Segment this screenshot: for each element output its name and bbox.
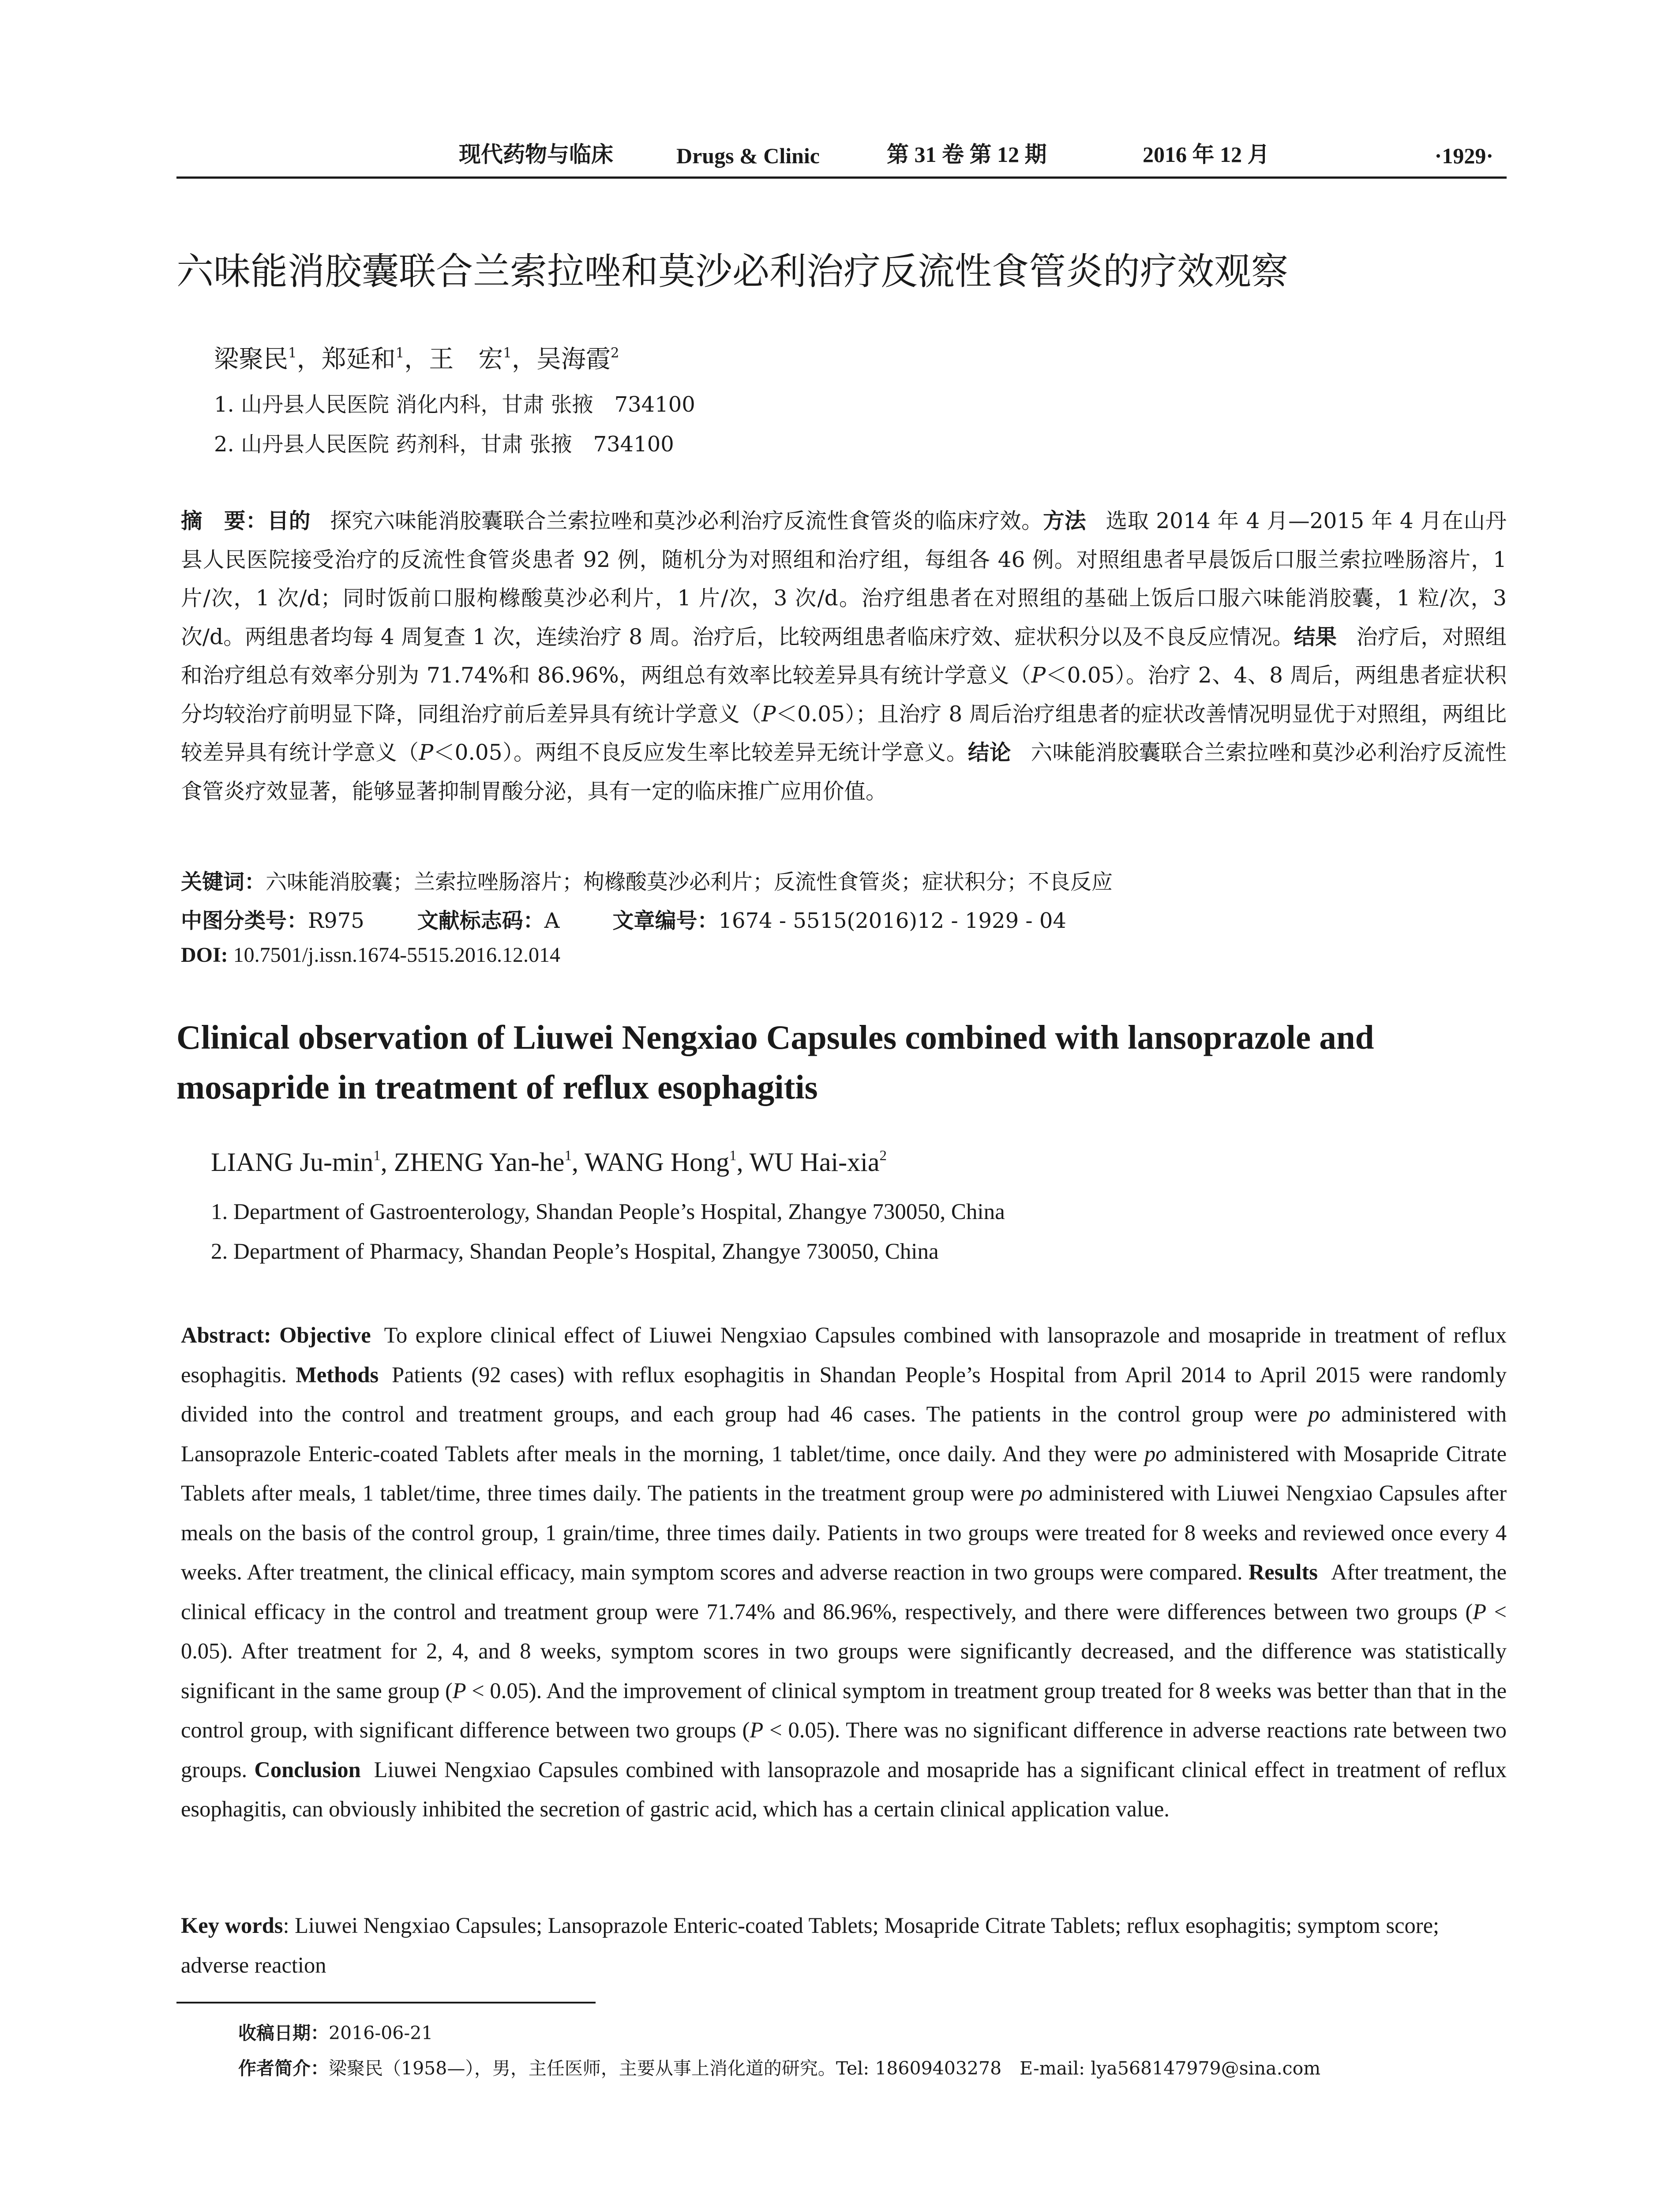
- results-text: ). After treatment for 2, 4, and 8 weeks, symptom scores in two groups were significantly decreased, and the difference was statistically significant in the same group (: [181, 1639, 1507, 1703]
- volume-issue: 第 31 卷 第 12 期: [887, 142, 1047, 167]
- methods-label: 方法: [1043, 509, 1087, 533]
- author-aff: 1: [564, 1148, 572, 1164]
- p-symbol: P: [452, 1678, 466, 1703]
- methods-text: administered with Mosapride Citrate Tablets after meals, 1 tablet/time, three times daily. The patients in the treatment group were: [181, 1441, 1507, 1505]
- objective-text: 探究六味能消胶囊联合兰索拉唑和莫沙必利治疗反流性食管炎的临床疗效。: [330, 509, 1043, 533]
- abstract-label: 摘 要：: [181, 509, 267, 533]
- results-label: Results: [1248, 1560, 1318, 1584]
- p-symbol: P: [1473, 1599, 1486, 1624]
- author-aff: 1: [288, 345, 297, 361]
- p-value: < 0.05: [181, 1599, 1507, 1663]
- results-text: ）。治疗 2、4、8 周后，两组患者症状积分均较治疗前明显下降，同组治疗前后差异具有统计学意义（: [181, 663, 1507, 727]
- title-cn: 六味能消胶囊联合兰索拉唑和莫沙必利治疗反流性食管炎的疗效观察: [176, 250, 1289, 293]
- doi-label: DOI:: [181, 943, 228, 967]
- results-text: ). And the improvement of clinical symptom in treatment group treated for 8 weeks was better than that in the control group, with significant difference between two groups (: [181, 1678, 1507, 1742]
- affiliation-en-2: 2. Department of Pharmacy, Shandan People’s Hospital, Zhangye 730050, China: [211, 1239, 939, 1264]
- objective-label: Objective: [279, 1323, 371, 1347]
- doi-line: [181, 943, 560, 967]
- conclusion-text: 六味能消胶囊联合兰索拉唑和莫沙必利治疗反流性食管炎疗效显著，能够显著抑制胃酸分泌，具有一定的临床推广应用价值。: [181, 740, 1507, 804]
- authors-cn: [214, 340, 619, 375]
- p-value: ＜0.05: [433, 740, 502, 765]
- p-value: < 0.05: [763, 1718, 827, 1742]
- author-name: ZHENG Yan-he: [394, 1148, 565, 1177]
- keywords-label: 关键词：: [181, 870, 266, 894]
- author-bio-label: 作者简介：: [238, 2058, 329, 2079]
- p-symbol: P: [419, 740, 434, 765]
- authors-en: [211, 1147, 887, 1178]
- author-aff: 1: [503, 345, 512, 361]
- author-name: 王 宏: [429, 345, 503, 374]
- header-rule: [176, 176, 1507, 179]
- objective-label: 目的: [267, 509, 311, 533]
- objective-text: To explore clinical effect of Liuwei Nengxiao Capsules combined with lansoprazole and mosapride in treatment of reflux esophagitis.: [181, 1323, 1507, 1387]
- keywords-text: 六味能消胶囊；兰索拉唑肠溶片；枸橼酸莫沙必利片；反流性食管炎；症状积分；不良反应: [266, 870, 1113, 894]
- keywords-en: [181, 1906, 1507, 1985]
- clc-label: 中图分类号：: [181, 908, 308, 933]
- results-text: ）；且治疗 8 周后治疗组患者的症状改善情况明显优于对照组，两组比较差异具有统计学意义（: [181, 702, 1507, 765]
- page-number: ·1929·: [1434, 143, 1493, 168]
- conclusion-label: Conclusion: [254, 1757, 361, 1782]
- abstract-cn: [181, 502, 1507, 811]
- author-aff: 1: [729, 1148, 737, 1164]
- results-text: ). There was no significant difference in adverse reactions rate between two groups.: [181, 1718, 1507, 1782]
- footnote-rule: [176, 2002, 596, 2003]
- author-separator: ,: [380, 1148, 394, 1177]
- classification-line: [181, 904, 1066, 934]
- methods-text: Patients (92 cases) with reflux esophagitis in Shandan People’s Hospital from April 2014 to April 2015 were randomly divided into the control and treatment groups, and each group had 46 cases. The patients in the control group were: [181, 1362, 1507, 1426]
- issue-date: 2016 年 12 月: [1143, 142, 1270, 167]
- journal-name-en: Drugs & Clinic: [676, 143, 820, 168]
- affiliation-cn-2: 2. 山丹县人民医院 药剂科，甘肃 张掖 734100: [214, 432, 674, 457]
- po-abbrev: po: [1144, 1441, 1167, 1466]
- author-aff: 1: [373, 1148, 381, 1164]
- keywords-text: : Liuwei Nengxiao Capsules; Lansoprazole Enteric-coated Tablets; Mosapride Citrate Tablets; reflux esophagitis; symptom score; adverse reaction: [181, 1913, 1440, 1977]
- results-text: 治疗后，对照组和治疗组总有效率分别为 71.74%和 86.96%，两组总有效率比较差异具有统计学意义（: [181, 624, 1507, 688]
- article-no-label: 文章编号：: [612, 908, 719, 933]
- p-symbol: P: [750, 1718, 764, 1742]
- p-value: ＜0.05: [1046, 663, 1115, 688]
- abstract-en: [181, 1316, 1507, 1829]
- author-name: WU Hai-xia: [749, 1148, 880, 1177]
- author-aff: 2: [879, 1148, 887, 1164]
- author-separator: ，: [296, 345, 322, 374]
- received-date: 2016-06-21: [329, 2022, 433, 2044]
- author-aff: 1: [395, 345, 405, 361]
- author-separator: ，: [404, 345, 429, 374]
- p-symbol: P: [1031, 663, 1046, 688]
- p-value: < 0.05: [466, 1678, 529, 1703]
- author-name: LIANG Ju-min: [211, 1148, 374, 1177]
- conclusion-label: 结论: [968, 740, 1011, 765]
- keywords-label: Key words: [181, 1913, 283, 1938]
- author-name: 梁聚民: [214, 345, 288, 374]
- keywords-cn: [181, 865, 1113, 895]
- clc-value: R975: [308, 908, 364, 933]
- received-label: 收稿日期：: [238, 2022, 329, 2044]
- title-en: Clinical observation of Liuwei Nengxiao Capsules combined with lansoprazole and mosapride in treatment of reflux esophagitis: [176, 1018, 1374, 1106]
- author-separator: ，: [511, 345, 536, 374]
- affiliation-cn-1: 1. 山丹县人民医院 消化内科，甘肃 张掖 734100: [214, 392, 695, 417]
- doc-code-label: 文献标志码：: [417, 908, 544, 933]
- methods-text: 选取 2014 年 4 月—2015 年 4 月在山丹县人民医院接受治疗的反流性食管炎患者 92 例，随机分为对照组和治疗组，每组各 46 例。对照组患者早晨饭后口服兰索拉唑肠溶片，1 片/次，1 次/d；同时饭前口服枸橼酸莫沙必利片，1 片/次，3 次/d。治疗组患者在对照组的基础上饭后口服六味能消胶囊，1 粒/次，3 次/d。两组患者均每 4 周复查 1 次，连续治疗 8 周。治疗后，比较两组患者临床疗效、症状积分以及不良反应情况。: [181, 509, 1507, 649]
- p-symbol: P: [761, 702, 776, 727]
- author-name: WANG Hong: [584, 1148, 730, 1177]
- po-abbrev: po: [1020, 1481, 1043, 1505]
- abstract-label: Abstract:: [181, 1323, 271, 1347]
- results-label: 结果: [1294, 624, 1337, 649]
- conclusion-text: Liuwei Nengxiao Capsules combined with lansoprazole and mosapride has a significant clinical effect in treatment of reflux esophagitis, can obviously inhibited the secretion of gastric acid, which has a certain clinical application value.: [181, 1757, 1507, 1821]
- footnote-received: [238, 2018, 433, 2045]
- author-name: 吴海霞: [536, 345, 611, 374]
- journal-name-cn: 现代药物与临床: [459, 142, 613, 167]
- author-aff: 2: [610, 345, 619, 361]
- affiliation-en-1: 1. Department of Gastroenterology, Shandan People’s Hospital, Zhangye 730050, China: [211, 1200, 1005, 1224]
- footnote-author: [238, 2054, 1320, 2080]
- author-bio: 梁聚民（1958—），男，主任医师，主要从事上消化道的研究。Tel: 18609403278 E-mail: lya568147979@sina.com: [329, 2058, 1321, 2079]
- doc-code-value: A: [544, 908, 560, 933]
- author-name: 郑延和: [321, 345, 396, 374]
- author-separator: ,: [736, 1148, 750, 1177]
- methods-text: administered with Liuwei Nengxiao Capsules after meals on the basis of the control group, 1 grain/time, three times daily. Patients in two groups were treated for 8 weeks and reviewed once every 4 weeks. After treatment, the clinical efficacy, main symptom scores and adverse reaction in two groups were compared.: [181, 1481, 1507, 1584]
- methods-label: Methods: [296, 1362, 379, 1387]
- po-abbrev: po: [1308, 1402, 1331, 1426]
- article-no-value: 1674 - 5515(2016)12 - 1929 - 04: [718, 908, 1066, 933]
- doi-value: 10.7501/j.issn.1674-5515.2016.12.014: [233, 943, 561, 967]
- p-value: ＜0.05: [776, 702, 845, 727]
- results-text: ）。两组不良反应发生率比较差异无统计学意义。: [502, 740, 968, 765]
- author-separator: ,: [571, 1148, 585, 1177]
- methods-text: administered with Lansoprazole Enteric-coated Tablets after meals in the morning, 1 tablet/time, once daily. And they were: [181, 1402, 1507, 1466]
- results-text: After treatment, the clinical efficacy in the control and treatment group were 71.74% and 86.96%, respectively, and there were differences between two groups (: [181, 1560, 1507, 1624]
- running-header: [176, 132, 1507, 176]
